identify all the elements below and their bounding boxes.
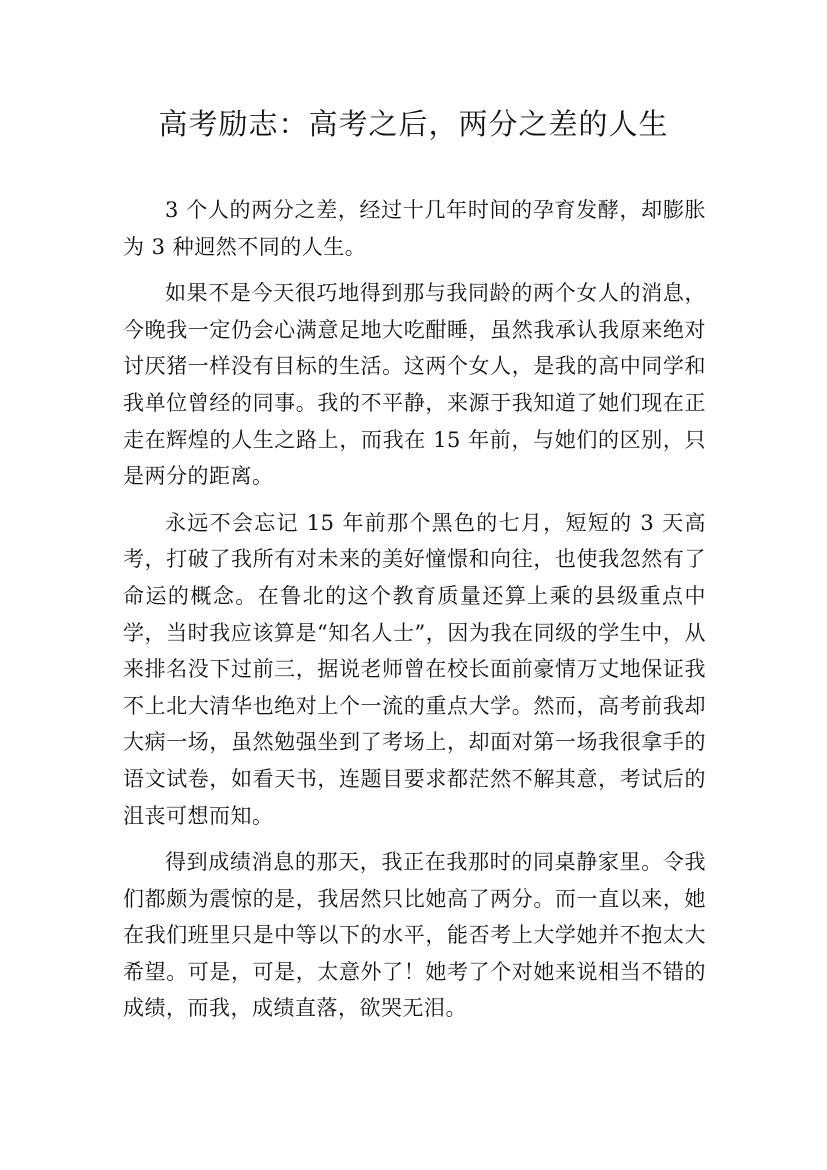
document-title: 高考励志：高考之后，两分之差的人生 (158, 107, 669, 141)
paragraph: 得到成绩消息的那天，我正在我那时的同桌静家里。令我们都颇为震惊的是，我居然只比她高了两分。而一直以来，她在我们班里只是中等以下的水平，能否考上大学她并不抱太大希望。可是，可是，太意外了！她考了个对她来说相当不错的成绩，而我，成绩直落，欲哭无泪。 (123, 850, 706, 1021)
paragraph: 3 个人的两分之差，经过十几年时间的孕育发酵，却膨胀为 3 种迥然不同的人生。 (123, 198, 706, 259)
document-body (123, 192, 706, 1027)
paragraph: 如果不是今天很巧地得到那与我同龄的两个女人的消息，今晚我一定仍会心满意足地大吃酣睡，虽然我承认我原来绝对讨厌猪一样没有目标的生活。这两个女人，是我的高中同学和我单位曾经的同事。我的不平静，来源于我知道了她们现在正走在辉煌的人生之路上，而我在 15 年前，与她们的区别，只是两分的距离。 (123, 281, 706, 489)
paragraph: 永远不会忘记 15 年前那个黑色的七月，短短的 3 天高考，打破了我所有对未来的美好憧憬和向往，也使我忽然有了命运的概念。在鲁北的这个教育质量还算上乘的县级重点中学，当时我应该算是“知名人士”，因为我在同级的学生中，从来排名没下过前三，据说老师曾在校长面前豪情万丈地保证我不上北大清华也绝对上个一流的重点大学。然而，高考前我却大病一场，虽然勉强坐到了考场上，却面对第一场我很拿手的语文试卷，如看天书，连题目要求都茫然不解其意，考试后的沮丧可想而知。 (123, 510, 706, 828)
